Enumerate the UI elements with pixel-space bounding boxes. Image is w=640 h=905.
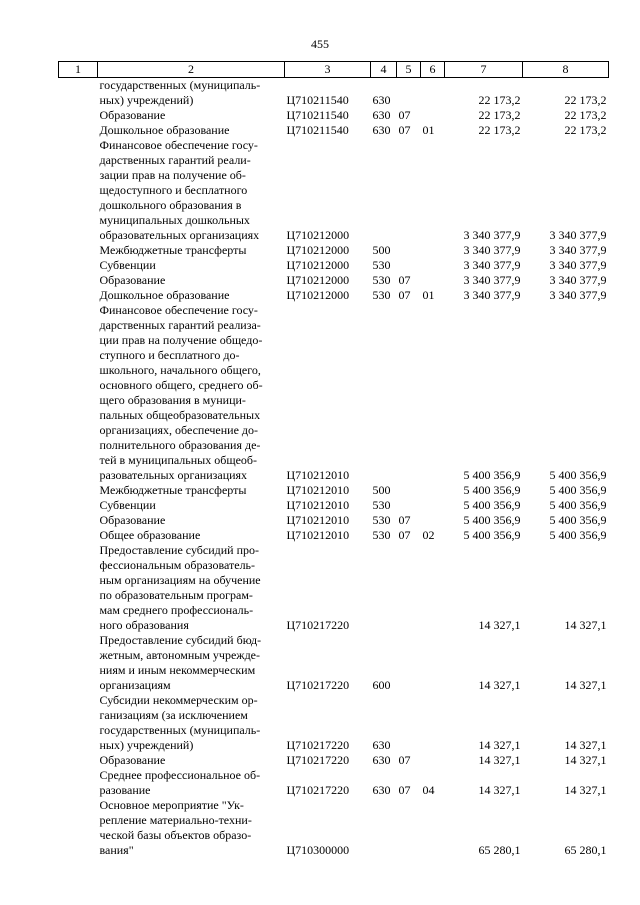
table-row — [59, 798, 609, 858]
table-row — [59, 258, 609, 273]
cell-name: Общее образование — [99, 528, 201, 542]
cell-name: Среднее профессиональное об- разование — [99, 768, 261, 797]
cell-pr — [421, 693, 445, 753]
table-row — [59, 543, 609, 633]
table-row — [59, 513, 609, 528]
cell-pr — [421, 753, 445, 768]
table-header — [59, 62, 609, 78]
cell-code: Ц710217220 — [286, 738, 350, 752]
cell-rz: 07 — [398, 528, 411, 542]
cell-v7: 5 400 356,9 — [463, 513, 521, 527]
cell-name: Образование — [99, 753, 166, 767]
cell-v7: 22 173,2 — [478, 108, 521, 122]
cell-code: Ц710212010 — [286, 483, 350, 497]
cell-blank — [59, 633, 98, 693]
cell-code: Ц710212000 — [286, 258, 350, 272]
cell-v8: 5 400 356,9 — [549, 468, 607, 482]
table-row — [59, 273, 609, 288]
cell-vr: 600 — [372, 678, 391, 692]
cell-blank — [59, 108, 98, 123]
cell-code: Ц710211540 — [286, 93, 349, 107]
cell-code: Ц710212000 — [286, 273, 350, 287]
table-row — [59, 753, 609, 768]
cell-vr: 530 — [372, 258, 391, 272]
cell-vr — [371, 543, 397, 633]
cell-v8: 65 280,1 — [564, 843, 607, 857]
header-row — [59, 62, 609, 78]
cell-pr — [421, 483, 445, 498]
cell-code: Ц710212000 — [286, 243, 350, 257]
cell-pr — [421, 633, 445, 693]
table-row — [59, 483, 609, 498]
cell-v7: 22 173,2 — [478, 93, 521, 107]
cell-v8: 14 327,1 — [564, 678, 607, 692]
table-row — [59, 138, 609, 243]
cell-code: Ц710300000 — [286, 843, 350, 857]
cell-vr: 530 — [372, 513, 391, 527]
table-row — [59, 303, 609, 483]
cell-vr: 630 — [372, 783, 391, 797]
cell-blank — [59, 768, 98, 798]
cell-name: Дошкольное образование — [99, 288, 230, 302]
cell-vr — [371, 138, 397, 243]
cell-rz — [397, 693, 421, 753]
cell-rz — [397, 798, 421, 858]
cell-vr: 630 — [372, 753, 391, 767]
cell-rz — [397, 633, 421, 693]
cell-v8: 14 327,1 — [564, 738, 607, 752]
cell-blank — [59, 138, 98, 243]
table-row — [59, 633, 609, 693]
table-row — [59, 693, 609, 753]
table-row — [59, 123, 609, 138]
cell-pr — [421, 543, 445, 633]
cell-vr: 630 — [372, 738, 391, 752]
cell-v8: 22 173,2 — [564, 123, 607, 137]
cell-blank — [59, 303, 98, 483]
cell-pr — [421, 258, 445, 273]
cell-code: Ц710217220 — [286, 618, 350, 632]
cell-blank — [59, 483, 98, 498]
cell-name: Субсидии некоммерческим ор- ганизациям (за исключением государственных (муниципаль- ных) учреждений) — [99, 693, 261, 752]
cell-code: Ц710211540 — [286, 108, 349, 122]
cell-vr: 500 — [372, 483, 391, 497]
cell-pr: 01 — [422, 123, 435, 137]
cell-name: Образование — [99, 273, 166, 287]
cell-vr: 630 — [372, 108, 391, 122]
cell-name: Субвенции — [99, 498, 156, 512]
table-row — [59, 528, 609, 543]
cell-pr — [421, 798, 445, 858]
cell-v8: 14 327,1 — [564, 783, 607, 797]
cell-rz — [397, 138, 421, 243]
cell-code: Ц710217220 — [286, 753, 350, 767]
cell-v7: 5 400 356,9 — [463, 483, 521, 497]
cell-rz: 07 — [398, 288, 411, 302]
cell-name: Субвенции — [99, 258, 156, 272]
cell-v8: 3 340 377,9 — [549, 228, 607, 242]
cell-v8: 22 173,2 — [564, 93, 607, 107]
cell-vr — [371, 798, 397, 858]
cell-name: Предоставление субсидий про- фессиональным образователь- ным организациям на обучение по образовательным програм- мам среднего профессиональ- ного образования — [99, 543, 261, 632]
cell-blank — [59, 288, 98, 303]
cell-vr: 530 — [372, 528, 391, 542]
cell-code: Ц710212010 — [286, 528, 350, 542]
budget-table — [58, 61, 609, 858]
cell-blank — [59, 513, 98, 528]
cell-v8: 5 400 356,9 — [549, 528, 607, 542]
cell-name: Предоставление субсидий бюд- жетным, автономным учрежде- ниям и иным некоммерческим организациям — [99, 633, 262, 692]
cell-v7: 5 400 356,9 — [463, 498, 521, 512]
table-row — [59, 243, 609, 258]
cell-code: Ц710217220 — [286, 783, 350, 797]
table-body — [59, 78, 609, 859]
cell-name: Основное мероприятие "Ук- репление материально-техни- ческой базы объектов образо- вания" — [99, 798, 252, 857]
cell-v8: 14 327,1 — [564, 753, 607, 767]
cell-rz: 07 — [398, 108, 411, 122]
cell-v8: 3 340 377,9 — [549, 243, 607, 257]
cell-v8: 5 400 356,9 — [549, 513, 607, 527]
cell-v8: 5 400 356,9 — [549, 483, 607, 497]
cell-rz — [397, 483, 421, 498]
cell-pr: 02 — [422, 528, 435, 542]
cell-vr: 630 — [372, 123, 391, 137]
cell-name: Финансовое обеспечение госу- дарственных гарантий реали- зации прав на получение об- щедоступного и бесплатного дошкольного образования в муниципальных дошкольных образовательных организациях — [99, 138, 260, 242]
cell-vr: 530 — [372, 288, 391, 302]
cell-v8: 3 340 377,9 — [549, 288, 607, 302]
cell-code: Ц710217220 — [286, 678, 350, 692]
cell-v7: 3 340 377,9 — [463, 273, 521, 287]
cell-code: Ц710212010 — [286, 498, 350, 512]
cell-v7: 14 327,1 — [478, 738, 521, 752]
cell-pr — [421, 498, 445, 513]
table-row — [59, 498, 609, 513]
header-col-4: 4 — [371, 62, 397, 78]
cell-name: государственных (муниципаль- ных) учреждений) — [99, 78, 261, 107]
cell-v7: 3 340 377,9 — [463, 228, 521, 242]
cell-code: Ц710212010 — [286, 513, 350, 527]
header-col-2: 2 — [98, 62, 285, 78]
cell-pr — [421, 243, 445, 258]
cell-name: Образование — [99, 108, 166, 122]
cell-vr: 530 — [372, 498, 391, 512]
cell-rz: 07 — [398, 123, 411, 137]
cell-rz: 07 — [398, 753, 411, 767]
page-number: 455 — [311, 37, 329, 51]
cell-v8: 3 340 377,9 — [549, 258, 607, 272]
cell-blank — [59, 693, 98, 753]
cell-code: Ц710211540 — [286, 123, 349, 137]
cell-pr — [421, 513, 445, 528]
table-row — [59, 108, 609, 123]
header-col-3: 3 — [285, 62, 371, 78]
table-row — [59, 78, 609, 109]
cell-rz — [397, 303, 421, 483]
cell-name: Образование — [99, 513, 166, 527]
cell-blank — [59, 273, 98, 288]
cell-v8: 14 327,1 — [564, 618, 607, 632]
cell-vr: 630 — [372, 93, 391, 107]
cell-rz: 07 — [398, 513, 411, 527]
cell-rz — [397, 78, 421, 109]
cell-blank — [59, 753, 98, 768]
cell-vr: 530 — [372, 273, 391, 287]
cell-v7: 3 340 377,9 — [463, 288, 521, 302]
cell-blank — [59, 498, 98, 513]
cell-v7: 14 327,1 — [478, 753, 521, 767]
cell-rz — [397, 243, 421, 258]
header-col-8: 8 — [523, 62, 609, 78]
cell-vr: 500 — [372, 243, 391, 257]
cell-v7: 5 400 356,9 — [463, 468, 521, 482]
header-col-1: 1 — [59, 62, 98, 78]
cell-v8: 3 340 377,9 — [549, 273, 607, 287]
cell-code: Ц710212000 — [286, 288, 350, 302]
cell-pr: 04 — [422, 783, 435, 797]
cell-code: Ц710212000 — [286, 228, 350, 242]
cell-v7: 14 327,1 — [478, 783, 521, 797]
cell-rz — [397, 498, 421, 513]
header-col-7: 7 — [445, 62, 523, 78]
cell-name: Межбюджетные трансферты — [99, 243, 247, 257]
cell-pr: 01 — [422, 288, 435, 302]
cell-blank — [59, 258, 98, 273]
cell-name: Дошкольное образование — [99, 123, 230, 137]
cell-code: Ц710212010 — [286, 468, 350, 482]
cell-v7: 22 173,2 — [478, 123, 521, 137]
cell-pr — [421, 108, 445, 123]
table-row — [59, 768, 609, 798]
cell-pr — [421, 273, 445, 288]
cell-blank — [59, 528, 98, 543]
cell-blank — [59, 78, 98, 109]
cell-rz — [397, 543, 421, 633]
header-col-5: 5 — [397, 62, 421, 78]
cell-v7: 3 340 377,9 — [463, 258, 521, 272]
cell-pr — [421, 78, 445, 109]
cell-blank — [59, 123, 98, 138]
cell-v7: 14 327,1 — [478, 678, 521, 692]
cell-pr — [421, 138, 445, 243]
cell-rz: 07 — [398, 783, 411, 797]
table-row — [59, 288, 609, 303]
cell-blank — [59, 243, 98, 258]
cell-v8: 5 400 356,9 — [549, 498, 607, 512]
cell-v7: 5 400 356,9 — [463, 528, 521, 542]
cell-rz: 07 — [398, 273, 411, 287]
cell-blank — [59, 543, 98, 633]
cell-name: Финансовое обеспечение госу- дарственных гарантий реализа- ции прав на получение общедо- ступного и бесплатного до- школьного, начального общего, основного общего, среднего об- щего образования в муници- пальных общеобразовательных организациях, обеспечение до- полнительного образования де- тей в муниципальных общеоб- разовательных организациях — [99, 303, 263, 482]
header-col-6: 6 — [421, 62, 445, 78]
cell-v8: 22 173,2 — [564, 108, 607, 122]
cell-v7: 3 340 377,9 — [463, 243, 521, 257]
cell-name: Межбюджетные трансферты — [99, 483, 247, 497]
cell-v7: 65 280,1 — [478, 843, 521, 857]
cell-rz — [397, 258, 421, 273]
cell-vr — [371, 303, 397, 483]
cell-blank — [59, 798, 98, 858]
cell-pr — [421, 303, 445, 483]
cell-v7: 14 327,1 — [478, 618, 521, 632]
